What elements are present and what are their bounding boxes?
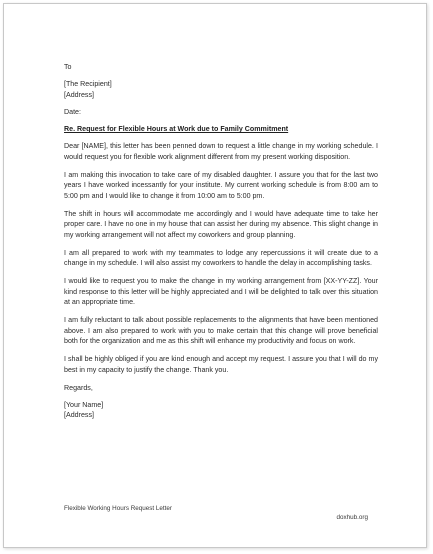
letter-body [64,62,378,421]
paragraph-6: I am fully reluctant to talk about possible replacements to the alignments that have been mentioned above. I am also prepared to work with you to make certain that this change will prove beneficial both for the organization and me as this shift will enhance my productivity and focus on work. [64,316,378,345]
footer-site: doxhub.org [336,514,368,521]
paragraph-4: I am all prepared to work with my teammates to lodge any repercussions it will create due to a change in my schedule. I will also assist my coworkers to handle the delay in accomplishing tasks. [64,248,378,268]
paragraph-1: Dear [NAME], this letter has been penned down to request a little change in my working schedule. I would request you for flexible work alignment different from my present working disposition. [64,142,378,161]
sender-address: [Address] [64,411,94,420]
paragraph-5: I would like to request you to make the change in my working arrangement from [XX-YY-ZZ]. Your kind response to this letter will be highly appreciated and I will be delighted to talk over this situation at an appropriate time. [64,277,378,307]
recipient-name: [The Recipient] [64,80,112,89]
date-label: Date: [64,107,81,116]
recipient-address: [Address] [64,90,94,99]
footer-title: Flexible Working Hours Request Letter [64,505,173,512]
paragraph-2: I am making this invocation to take care of my disabled daughter. I assure you that for the last two years I have worked incessantly for your institute. My current working schedule is from 8:00 am to 5:00 pm and I would like to change it from 10:00 am to 5:00 pm. [64,171,378,200]
sender-name: [Your Name] [64,401,104,410]
paragraph-3: The shift in hours will accommodate me accordingly and I would have adequate time to take her proper care. I have no one in my house that can assist her during my absence. This slight change in my working arrangement will not affect my coworkers and group planning. [64,209,378,239]
letter-page [3,3,427,548]
subject-line: Re. Request for Flexible Hours at Work due to Family Commitment [64,125,289,134]
closing: Regards, [64,383,93,392]
to-label: To [64,63,72,71]
paragraph-7: I shall be highly obliged if you are kind enough and accept my request. I assure you that I will do my best in my capacity to justify the change. Thank you. [64,355,378,374]
